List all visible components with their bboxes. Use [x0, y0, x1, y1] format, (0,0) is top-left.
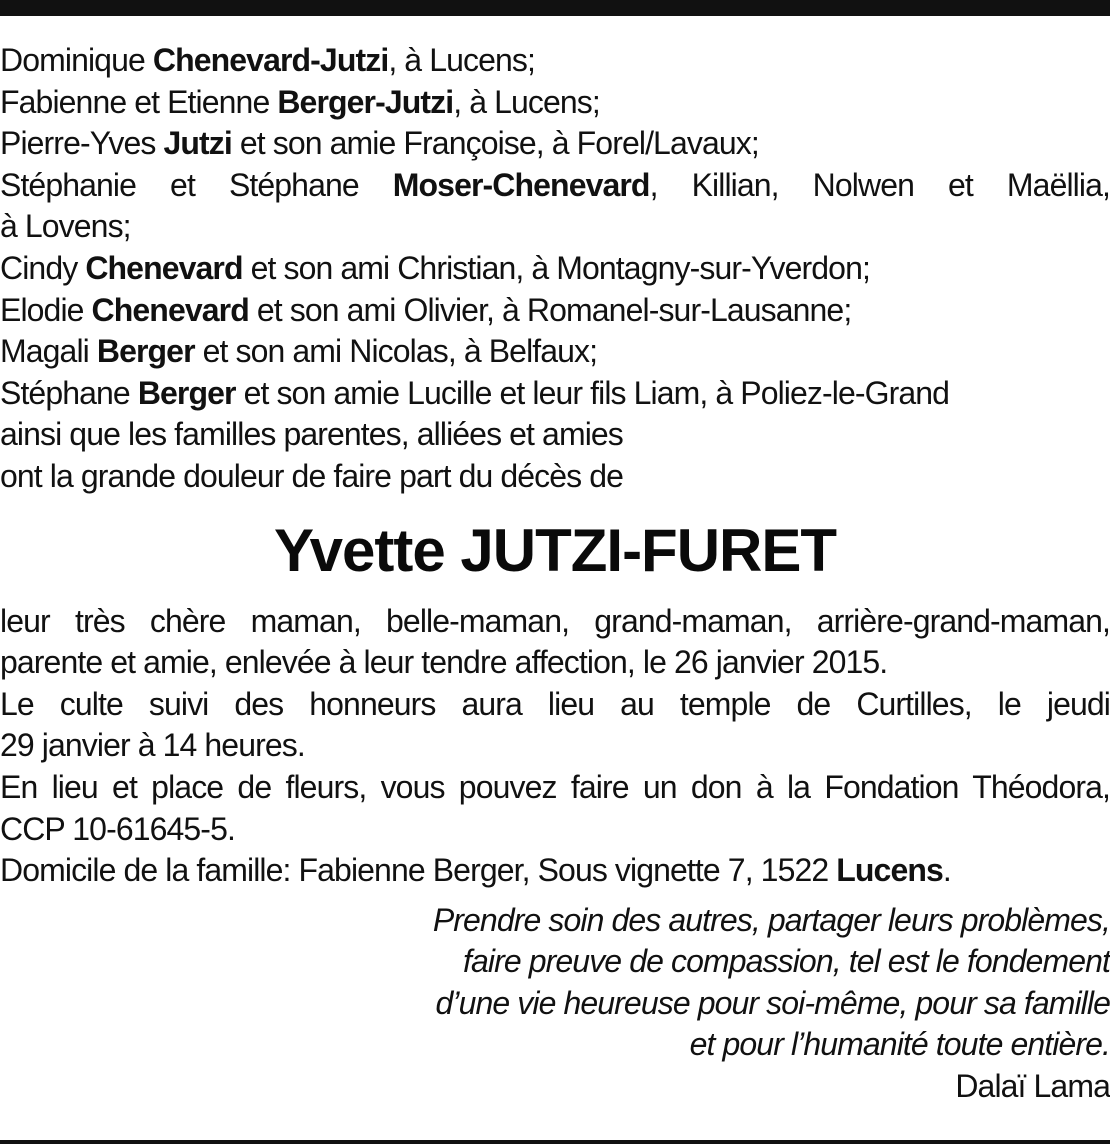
family-first-names: Dominique	[0, 42, 153, 78]
notice-body	[0, 601, 1110, 892]
quote-line: faire preuve de compassion, tel est le fondement	[463, 943, 1110, 980]
family-details: et son ami Nicolas, à Belfaux;	[194, 333, 598, 370]
top-rule	[0, 0, 1110, 16]
body-line: En lieu et place de fleurs, vous pouvez faire un don à la Fondation Théodora,	[0, 768, 1110, 805]
family-first-names: Pierre-Yves	[0, 125, 164, 162]
family-details: , Killian, Nolwen et Maëllia,	[649, 166, 1110, 203]
family-surname: Berger	[96, 333, 195, 370]
body-line: Le culte suivi des honneurs aura lieu au temple de Curtilles, le jeudi	[0, 685, 1110, 722]
domicile-address: Domicile de la famille: Fabienne Berger, Sous vignette 7, 1522	[0, 852, 837, 889]
family-first-names: Fabienne et Etienne	[0, 83, 278, 120]
family-first-names: Cindy	[0, 249, 86, 286]
family-details: , à Lucens;	[453, 83, 600, 120]
family-surname: Chenevard	[91, 291, 249, 328]
family-line-continued: à Lovens;	[0, 208, 131, 245]
family-details: et son amie Françoise, à Forel/Lavaux;	[231, 125, 759, 162]
family-line	[0, 40, 1110, 82]
bottom-rule	[0, 1140, 1110, 1144]
family-line	[0, 331, 1110, 373]
family-surname: Moser-Chenevard	[392, 166, 650, 203]
family-first-names: Stéphane	[0, 374, 138, 411]
body-line: CCP 10-61645-5.	[0, 810, 235, 847]
family-line	[0, 123, 1110, 165]
intro-line: ont la grande douleur de faire part du décès de	[0, 457, 624, 494]
quote-block	[0, 900, 1110, 1108]
family-line	[0, 248, 1110, 290]
family-line	[0, 373, 1110, 415]
quote-line: Prendre soin des autres, partager leurs problèmes,	[432, 901, 1110, 938]
family-list	[0, 40, 1110, 414]
quote-line: et pour l’humanité toute entière.	[689, 1026, 1110, 1063]
domicile-city: Lucens	[836, 852, 943, 889]
family-line	[0, 165, 1110, 207]
family-surname: Jutzi	[163, 125, 232, 162]
family-line	[0, 290, 1110, 332]
intro-line: ainsi que les familles parentes, alliées et amies	[0, 416, 623, 453]
family-surname: Berger	[137, 374, 236, 411]
family-surname: Berger-Jutzi	[277, 83, 454, 120]
family-details: , à Lucens;	[388, 42, 535, 78]
family-details: et son amie Lucille et leur fils Liam, à Poliez-le-Grand	[235, 374, 950, 411]
domicile-period: .	[942, 852, 951, 889]
family-details: et son ami Olivier, à Romanel-sur-Lausanne;	[248, 291, 852, 328]
family-details: et son ami Christian, à Montagny-sur-Yverdon;	[242, 249, 870, 286]
family-line	[0, 82, 1110, 124]
quote-line: d’une vie heureuse pour soi-même, pour sa famille	[435, 984, 1110, 1021]
family-surname: Chenevard-Jutzi	[152, 42, 389, 78]
family-first-names: Magali	[0, 333, 97, 370]
body-line: parente et amie, enlevée à leur tendre affection, le 26 janvier 2015.	[0, 644, 888, 681]
body-line: 29 janvier à 14 heures.	[0, 727, 305, 764]
death-notice	[0, 40, 1110, 1108]
family-surname: Chenevard	[85, 249, 243, 286]
deceased-name: Yvette JUTZI-FURET	[273, 516, 837, 584]
family-first-names: Elodie	[0, 291, 92, 328]
domicile-line	[0, 850, 1110, 892]
quote-author: Dalaï Lama	[955, 1068, 1110, 1105]
family-first-names: Stéphanie et Stéphane	[0, 166, 393, 203]
body-line: leur très chère maman, belle-maman, grand-maman, arrière-grand-maman,	[0, 602, 1110, 639]
